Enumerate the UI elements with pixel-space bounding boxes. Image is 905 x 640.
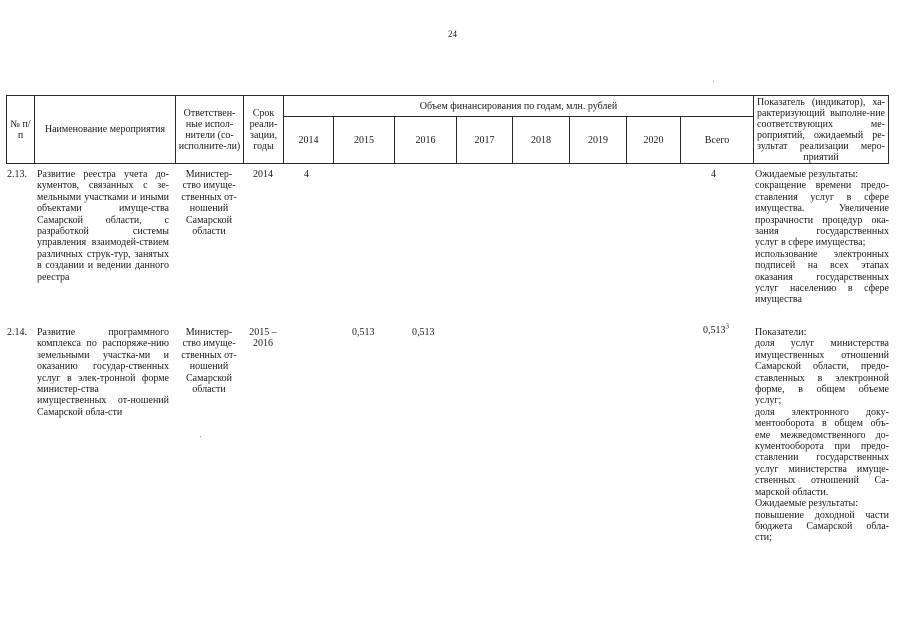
header-year-label: 2016	[415, 134, 436, 146]
indicator-line: ставлении государственных	[755, 452, 889, 464]
indicator-line: ставленных в электронной	[755, 372, 889, 384]
header-financing-label: Объем финансирования по годам, млн. рублей	[419, 100, 618, 112]
header-year-2015	[333, 116, 395, 164]
header-responsible-label: Ответствен-ные испол-нители (со-исполните-ли)	[178, 107, 241, 152]
indicator-line: использование электронных	[755, 248, 889, 260]
header-financing	[283, 95, 754, 117]
row-total-note: 3	[725, 322, 729, 331]
header-year-label: 2014	[298, 134, 319, 146]
row-name: Развитие реестра учета до-кументов, связанных с зе-мельными участками и иными объектами имуще-ства Самарской области, с разработкой системы управления взаимодей-ствием различных струк-тур, занятых в создании и ведении данного реестра	[37, 169, 169, 283]
row-indicator	[755, 169, 889, 306]
indicator-line: Показатели:	[755, 327, 807, 338]
row-total-value: 4	[711, 169, 716, 180]
indicator-line: Ожидаемые результаты:	[755, 169, 859, 180]
scan-speck	[713, 81, 714, 82]
indicator-line: доля услуг министерства	[755, 338, 889, 350]
indicator-line: подписей на всех этапах	[755, 260, 889, 272]
header-year-2020	[626, 116, 681, 164]
indicator-line: доля электронного доку-	[755, 406, 889, 418]
header-indicator	[753, 95, 889, 164]
indicator-line: услуг в сфере имущества;	[755, 237, 866, 249]
indicator-line: имущества. Увеличение	[755, 203, 889, 215]
indicator-line: ставления услуг в сфере	[755, 191, 889, 203]
indicator-line: ментооборота в общем объ-	[755, 418, 889, 430]
header-responsible	[175, 95, 244, 164]
header-total	[680, 116, 754, 164]
indicator-line: форме, в общем объеме	[755, 384, 889, 396]
indicator-line: имущества	[755, 294, 802, 306]
header-term-label: Срок реали-зации, годы	[249, 107, 278, 152]
row-responsible: Министер-ство имуще-ственных от-ношений Самарской области	[181, 169, 237, 238]
indicator-line: повышение доходной части	[755, 509, 889, 521]
header-year-label: 2020	[643, 134, 664, 146]
row-name: Развитие программного комплекса по распоряже-нию земельными участка-ми и оказанию государ-ственных услуг в элек-тронной форме министер-ства имущественных от-ношений Самарской обла-сти	[37, 327, 169, 418]
row-total	[711, 169, 716, 180]
header-num	[6, 95, 35, 164]
indicator-line: Самарской области, предо-	[755, 361, 889, 373]
row-value-2014: 4	[304, 169, 309, 180]
indicator-line: услуг министерства имуще-	[755, 463, 889, 475]
header-total-label: Всего	[704, 134, 730, 146]
row-term: 2015 – 2016	[249, 327, 277, 350]
indicator-line: зания государственных	[755, 226, 889, 238]
indicator-line: марской области.	[755, 486, 829, 498]
header-year-2016	[394, 116, 457, 164]
header-name-label: Наименование мероприятия	[44, 124, 166, 135]
header-year-label: 2017	[474, 134, 495, 146]
indicator-line: оказания государственных	[755, 271, 889, 283]
row-term: 2014	[253, 169, 273, 180]
header-year-label: 2019	[588, 134, 608, 146]
header-indicator-label: Показатель (индикатор), ха-рактеризующий выполне-ние соответствующих ме-роприятий, ожидаемый ре-зультат реализации меро-приятий	[757, 96, 885, 163]
row-total	[703, 322, 729, 336]
scan-speck	[200, 436, 201, 437]
indicator-line: прозрачности процедур ока-	[755, 214, 889, 226]
row-responsible: Министер-ство имуще-ственных от-ношений Самарской области	[181, 327, 237, 396]
indicator-line: сокращение времени предо-	[755, 180, 889, 192]
header-term	[243, 95, 284, 164]
header-year-2019	[569, 116, 627, 164]
indicator-line: сти;	[755, 532, 772, 544]
header-num-label: № п/п	[10, 118, 31, 141]
indicator-line: еме межведомственного до-	[755, 429, 889, 441]
row-indicator	[755, 327, 889, 544]
header-year-label: 2018	[531, 134, 551, 146]
header-name	[34, 95, 176, 164]
header-year-2017	[456, 116, 513, 164]
row-number: 2.14.	[7, 327, 27, 338]
page-number: 24	[448, 29, 457, 39]
header-year-2018	[512, 116, 570, 164]
indicator-line: услуг населению в сфере	[755, 283, 889, 295]
row-number: 2.13.	[7, 169, 27, 180]
indicator-line: имущественных отношений	[755, 349, 889, 361]
header-year-2014	[283, 116, 334, 164]
header-year-label: 2015	[354, 134, 374, 146]
row-total-value: 0,513	[703, 325, 726, 336]
indicator-line: кументооборота при предо-	[755, 441, 889, 453]
indicator-line: Ожидаемые результаты:	[755, 498, 859, 510]
indicator-line: услуг;	[755, 395, 782, 407]
row-value-2015: 0,513	[352, 327, 375, 338]
row-value-2016: 0,513	[412, 327, 435, 338]
indicator-line: ственных отношений Са-	[755, 475, 889, 487]
indicator-line: бюджета Самарской обла-	[755, 520, 889, 532]
